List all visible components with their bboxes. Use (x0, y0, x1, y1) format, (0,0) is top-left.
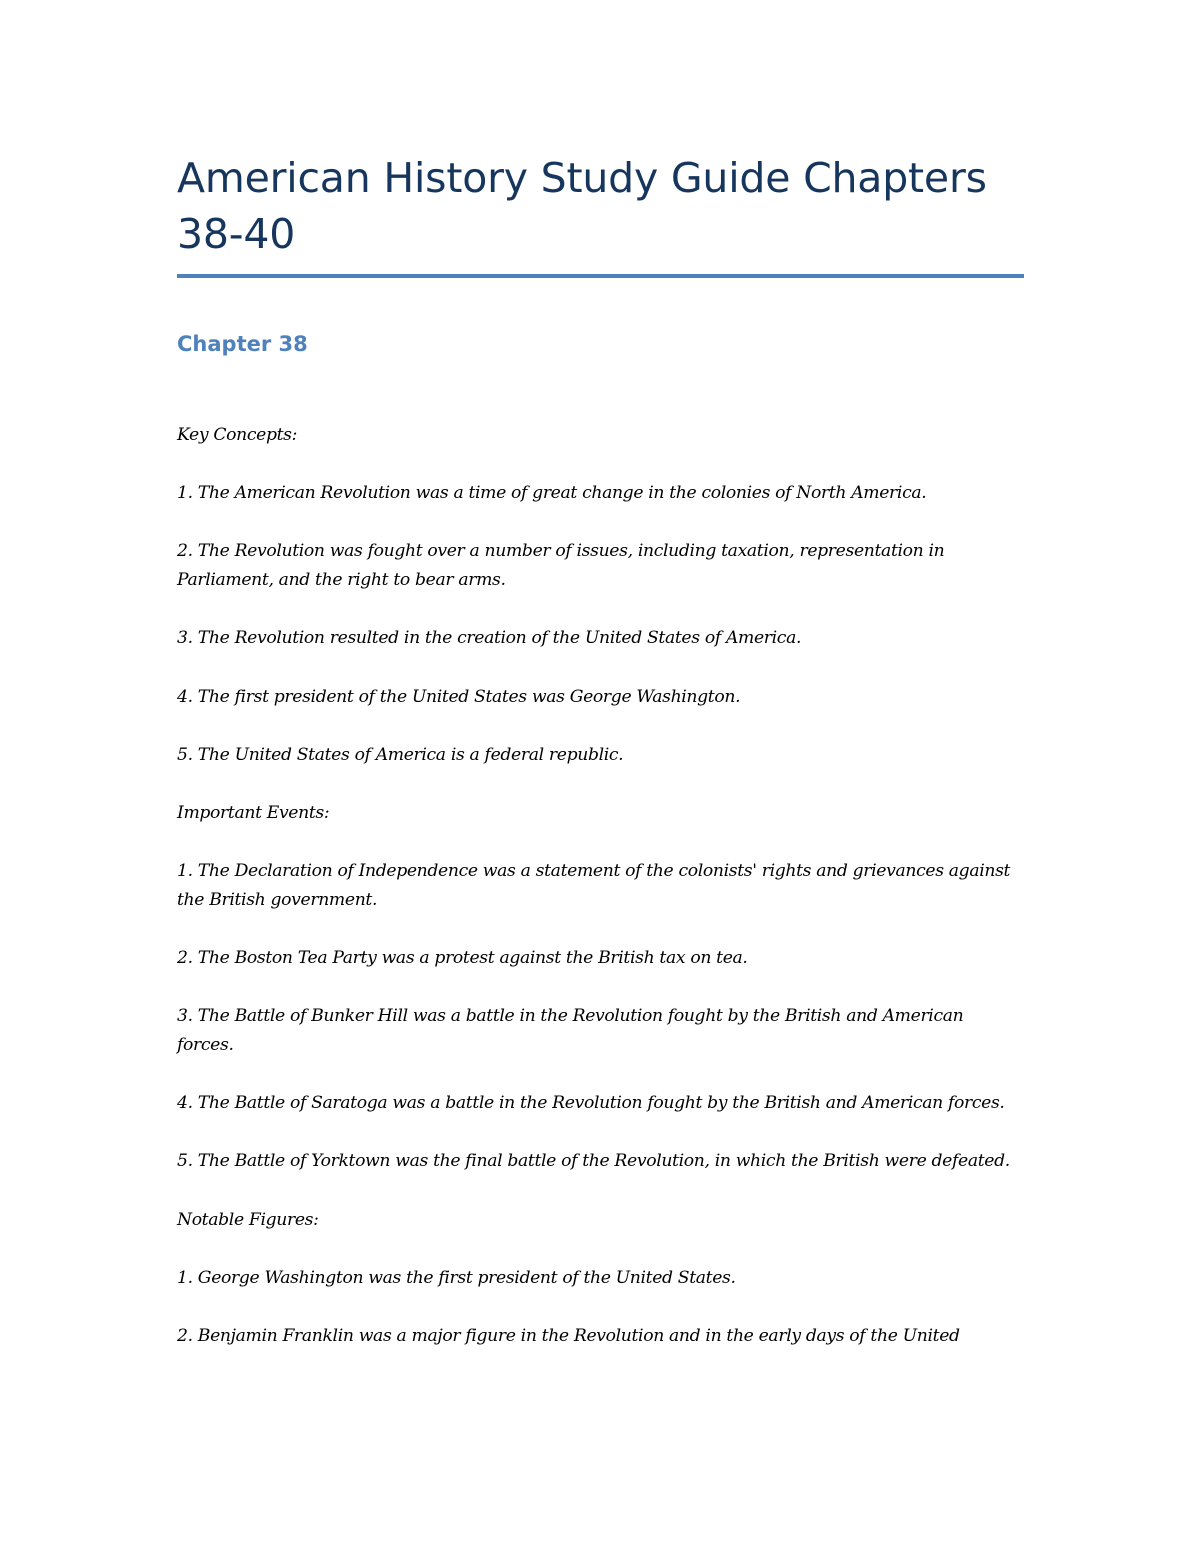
document-content (177, 150, 1024, 1380)
title-underline-rule (177, 274, 1024, 278)
key-concept-item: 4. The first president of the United States was George Washington. (177, 686, 741, 707)
important-event-item: 5. The Battle of Yorktown was the final battle of the Revolution, in which the British were defeated. (177, 1151, 1010, 1172)
important-event-item: 4. The Battle of Saratoga was a battle in the Revolution fought by the British and American forces. (177, 1093, 1005, 1114)
key-concept-item: 5. The United States of America is a federal republic. (177, 744, 624, 765)
section-label-notable-figures: Notable Figures: (177, 1209, 319, 1230)
document-title: American History Study Guide Chapters 38-40 (177, 154, 987, 258)
important-event-item: 1. The Declaration of Independence was a statement of the colonists' rights and grievances against the British government. (177, 861, 1011, 910)
key-concept-item: 1. The American Revolution was a time of great change in the colonies of North America. (177, 483, 927, 504)
section-label-key-concepts: Key Concepts: (177, 425, 298, 445)
chapter-heading: Chapter 38 (177, 332, 308, 356)
key-concept-item: 2. The Revolution was fought over a number of issues, including taxation, representation in Parliament, and the right to bear arms. (177, 541, 945, 591)
important-event-item: 2. The Boston Tea Party was a protest against the British tax on tea. (177, 948, 748, 969)
important-event-item: 3. The Battle of Bunker Hill was a battle in the Revolution fought by the British and American forces. (177, 1006, 964, 1055)
notable-figure-item: 1. George Washington was the first president of the United States. (177, 1267, 736, 1288)
key-concept-item: 3. The Revolution resulted in the creation of the United States of America. (177, 628, 802, 649)
section-label-important-events: Important Events: (177, 802, 330, 823)
notable-figure-item: 2. Benjamin Franklin was a major figure in the Revolution and in the early days of the United (177, 1325, 960, 1346)
document-body (177, 421, 1024, 1351)
